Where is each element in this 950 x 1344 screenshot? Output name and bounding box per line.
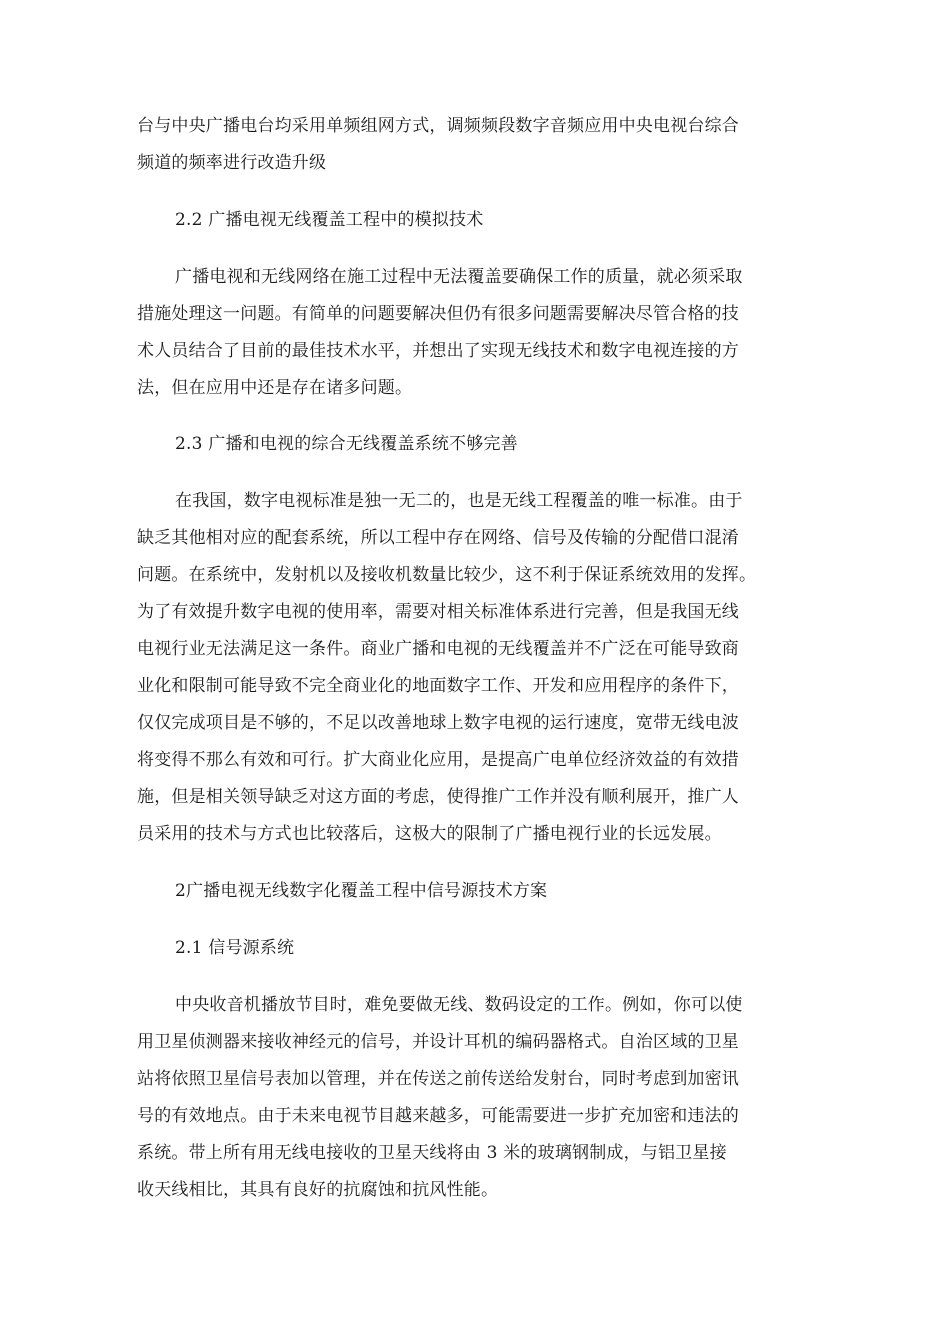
paragraph-3-line-8: 将变得不那么有效和可行。扩大商业化应用，是提高广电单位经济效益的有效措 (137, 750, 739, 770)
section-heading-2: 2广播电视无线数字化覆盖工程中信号源技术方案 (175, 881, 548, 901)
paragraph-4-line-6: 收天线相比，其具有良好的抗腐蚀和抗风性能。 (137, 1180, 499, 1200)
paragraph-3-line-7: 仅仅完成项目是不够的，不足以改善地球上数字电视的运行速度，宽带无线电波 (137, 713, 739, 733)
section-heading-2-1: 2.1 信号源系统 (175, 938, 295, 958)
paragraph-3-line-1: 在我国，数字电视标准是独一无二的，也是无线工程覆盖的唯一标准。由于 (175, 491, 743, 511)
paragraph-4-line-3: 站将依照卫星信号表加以管理，并在传送之前传送给发射台，同时考虑到加密讯 (137, 1069, 739, 1089)
paragraph-3-line-5: 电视行业无法满足这一条件。商业广播和电视的无线覆盖并不广泛在可能导致商 (137, 639, 739, 659)
paragraph-1-line-1: 台与中央广播电台均采用单频组网方式，调频频段数字音频应用中央电视台综合 (137, 116, 739, 136)
paragraph-3-line-10: 员采用的技术与方式也比较落后，这极大的限制了广播电视行业的长远发展。 (137, 824, 722, 844)
paragraph-3-line-6: 业化和限制可能导致不完全商业化的地面数字工作、开发和应用程序的条件下， (137, 676, 739, 696)
paragraph-3-line-3: 问题。在系统中，发射机以及接收机数量比较少，这不利于保证系统效用的发挥。 (137, 565, 757, 585)
paragraph-3-line-4: 为了有效提升数字电视的使用率，需要对相关标准体系进行完善，但是我国无线 (137, 602, 739, 622)
paragraph-2-line-2: 措施处理这一问题。有简单的问题要解决但仍有很多问题需要解决尽管合格的技 (137, 304, 739, 324)
paragraph-2-line-4: 法，但在应用中还是存在诸多问题。 (137, 378, 413, 398)
paragraph-4-line-2: 用卫星侦测器来接收神经元的信号，并设计耳机的编码器格式。自治区域的卫星 (137, 1032, 739, 1052)
paragraph-4-line-1: 中央收音机播放节目时，难免要做无线、数码设定的工作。例如，你可以使 (175, 995, 743, 1015)
paragraph-2-line-1: 广播电视和无线网络在施工过程中无法覆盖要确保工作的质量，就必须采取 (175, 267, 743, 287)
paragraph-4-line-5: 系统。带上所有用无线电接收的卫星天线将由 3 米的玻璃钢制成，与铝卫星接 (137, 1143, 727, 1163)
paragraph-1-line-2: 频道的频率进行改造升级 (137, 153, 327, 173)
paragraph-3-line-9: 施，但是相关领导缺乏对这方面的考虑，使得推广工作并没有顺利展开，推广人 (137, 787, 739, 807)
paragraph-4-line-4: 号的有效地点。由于未来电视节目越来越多，可能需要进一步扩充加密和违法的 (137, 1106, 739, 1126)
paragraph-3-line-2: 缺乏其他相对应的配套系统，所以工程中存在网络、信号及传输的分配借口混淆 (137, 528, 739, 548)
section-heading-2-2: 2.2 广播电视无线覆盖工程中的模拟技术 (175, 210, 484, 230)
section-heading-2-3: 2.3 广播和电视的综合无线覆盖系统不够完善 (175, 434, 518, 454)
paragraph-2-line-3: 术人员结合了目前的最佳技术水平，并想出了实现无线技术和数字电视连接的方 (137, 341, 739, 361)
